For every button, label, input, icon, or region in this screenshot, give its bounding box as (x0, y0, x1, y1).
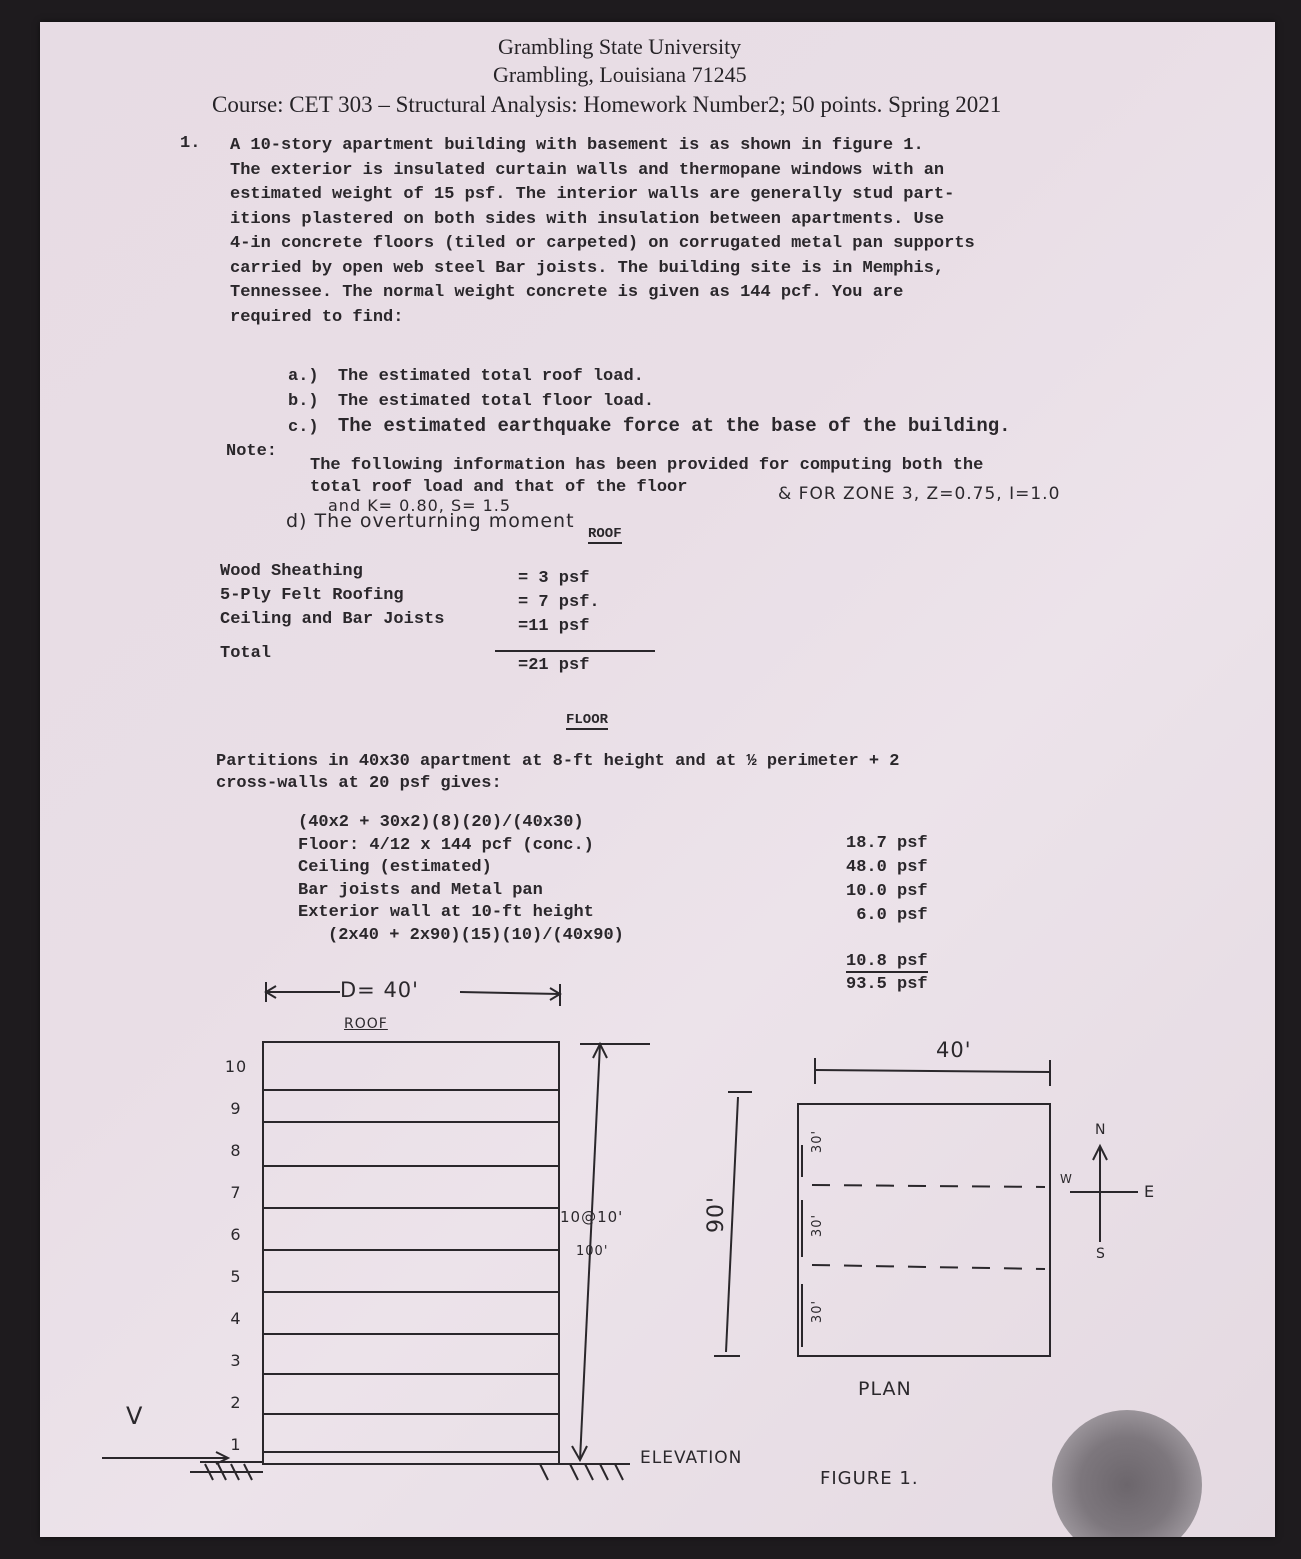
floor-item: Exterior wall at 10-ft height (298, 903, 594, 922)
floor-item: Bar joists and Metal pan (298, 880, 543, 900)
floor-value: 6.0 psf (856, 906, 928, 925)
problem-line: Tennessee. The normal weight concrete is given as 144 pcf. You are (230, 283, 904, 302)
roof-title: ROOF (588, 526, 622, 542)
roof-label: ROOF (344, 1016, 388, 1032)
handwritten-zone-note: & FOR ZONE 3, Z=0.75, I=1.0 (778, 484, 1061, 504)
floor-numbers (224, 1046, 248, 1466)
floor-number: 2 (230, 1393, 242, 1412)
floor-number: 9 (230, 1099, 242, 1118)
plan-label: PLAN (858, 1378, 912, 1400)
note-label: Note: (226, 442, 278, 461)
floor-total-value: 93.5 psf (846, 975, 928, 994)
floor-value: 48.0 psf (846, 858, 928, 877)
compass-east: E (1144, 1182, 1156, 1201)
dim-line-right (460, 992, 560, 994)
problem-line: required to find: (230, 307, 404, 327)
problem-line: itions plastered on both sides with insulation between apartments. Use (230, 209, 945, 229)
floor-number: 4 (230, 1309, 242, 1328)
bay-label: 30' (810, 1129, 826, 1154)
problem-number: 1. (180, 134, 201, 153)
university-location: Grambling, Louisiana 71245 (493, 62, 747, 87)
floor-item: Ceiling (estimated) (298, 858, 492, 877)
note-line-1: The following information has been provided for computing both the (310, 456, 984, 475)
plan-partition-2 (812, 1265, 1045, 1269)
problem-line: 4-in concrete floors (tiled or carpeted) on corrugated metal pan supports (230, 234, 975, 253)
plan-width-dim (815, 1070, 1050, 1072)
roof-value: =11 psf (518, 617, 590, 636)
floor-title: FLOOR (566, 712, 609, 728)
roof-total-label: Total (220, 644, 272, 663)
height-label-total: 100' (576, 1244, 609, 1259)
question-item: c.) The estimated earthquake force at the base of the building. (288, 415, 1011, 437)
roof-item: 5-Ply Felt Roofing (220, 586, 404, 605)
floor-number: 10 (224, 1057, 248, 1076)
floor-number: 5 (230, 1267, 242, 1286)
building-elevation (263, 1042, 559, 1464)
floor-number: 8 (230, 1141, 242, 1160)
question-item: b.) The estimated total floor load. (288, 392, 655, 411)
elevation-label: ELEVATION (640, 1448, 743, 1468)
handwritten-part-d: d) The overturning moment (286, 510, 575, 532)
compass-south: S (1096, 1246, 1106, 1262)
university-name: Grambling State University (498, 34, 742, 59)
floor-item: (2x40 + 2x90)(15)(10)/(40x90) (328, 925, 624, 945)
problem-line: The exterior is insulated curtain walls and thermopane windows with an (230, 160, 945, 180)
roof-item: Ceiling and Bar Joists (220, 610, 445, 629)
problem-line: carried by open web steel Bar joists. The building site is in Memphis, (230, 258, 945, 278)
base-shear-label: V (126, 1402, 144, 1430)
floor-lines (263, 1090, 559, 1452)
compass-north: N (1095, 1122, 1107, 1138)
plan-depth-label: 90' (704, 1195, 730, 1234)
height-label-spacing: 10@10' (560, 1208, 624, 1226)
note-line-2: total roof load and that of the floor (310, 478, 688, 497)
floor-item: Floor: 4/12 x 144 pcf (conc.) (298, 835, 594, 855)
bay-label: 30' (810, 1213, 826, 1238)
course-title: Course: CET 303 – Structural Analysis: Homework Number2; 50 points. Spring 2021 (212, 92, 1002, 117)
floor-number: 7 (230, 1183, 242, 1202)
bay-label: 30' (810, 1299, 826, 1324)
floor-intro-line-2: cross-walls at 20 psf gives: (216, 774, 502, 793)
plan-partition-1 (812, 1185, 1045, 1187)
floor-value: 10.0 psf (846, 882, 928, 901)
problem-line: A 10-story apartment building with basement is as shown in figure 1. (230, 136, 924, 155)
floor-exterior-value: 10.8 psf (846, 952, 928, 971)
handwritten-ks-note: and K= 0.80, S= 1.5 (328, 496, 512, 515)
width-label: D= 40' (340, 978, 419, 1002)
roof-item: Wood Sheathing (220, 562, 363, 581)
compass-west: W (1060, 1172, 1073, 1186)
floor-number: 6 (230, 1225, 242, 1244)
homework-sheet (40, 22, 1275, 1537)
floor-value: 18.7 psf (846, 834, 928, 853)
floor-number: 1 (230, 1435, 242, 1454)
roof-value: = 7 psf. (518, 593, 600, 612)
plan-outline (798, 1104, 1050, 1356)
floor-item: (40x2 + 30x2)(8)(20)/(40x30) (298, 813, 584, 832)
question-item: a.) The estimated total roof load. (288, 367, 644, 386)
roof-value: = 3 psf (518, 569, 590, 588)
floor-intro-line-1: Partitions in 40x30 apartment at 8-ft height and at ½ perimeter + 2 (216, 752, 900, 771)
floor-number: 3 (230, 1351, 242, 1370)
figure-label: FIGURE 1. (820, 1468, 919, 1489)
plan-width-label: 40' (936, 1038, 972, 1062)
roof-total-value: =21 psf (518, 656, 590, 675)
problem-line: estimated weight of 15 psf. The interior walls are generally stud part- (230, 185, 955, 204)
